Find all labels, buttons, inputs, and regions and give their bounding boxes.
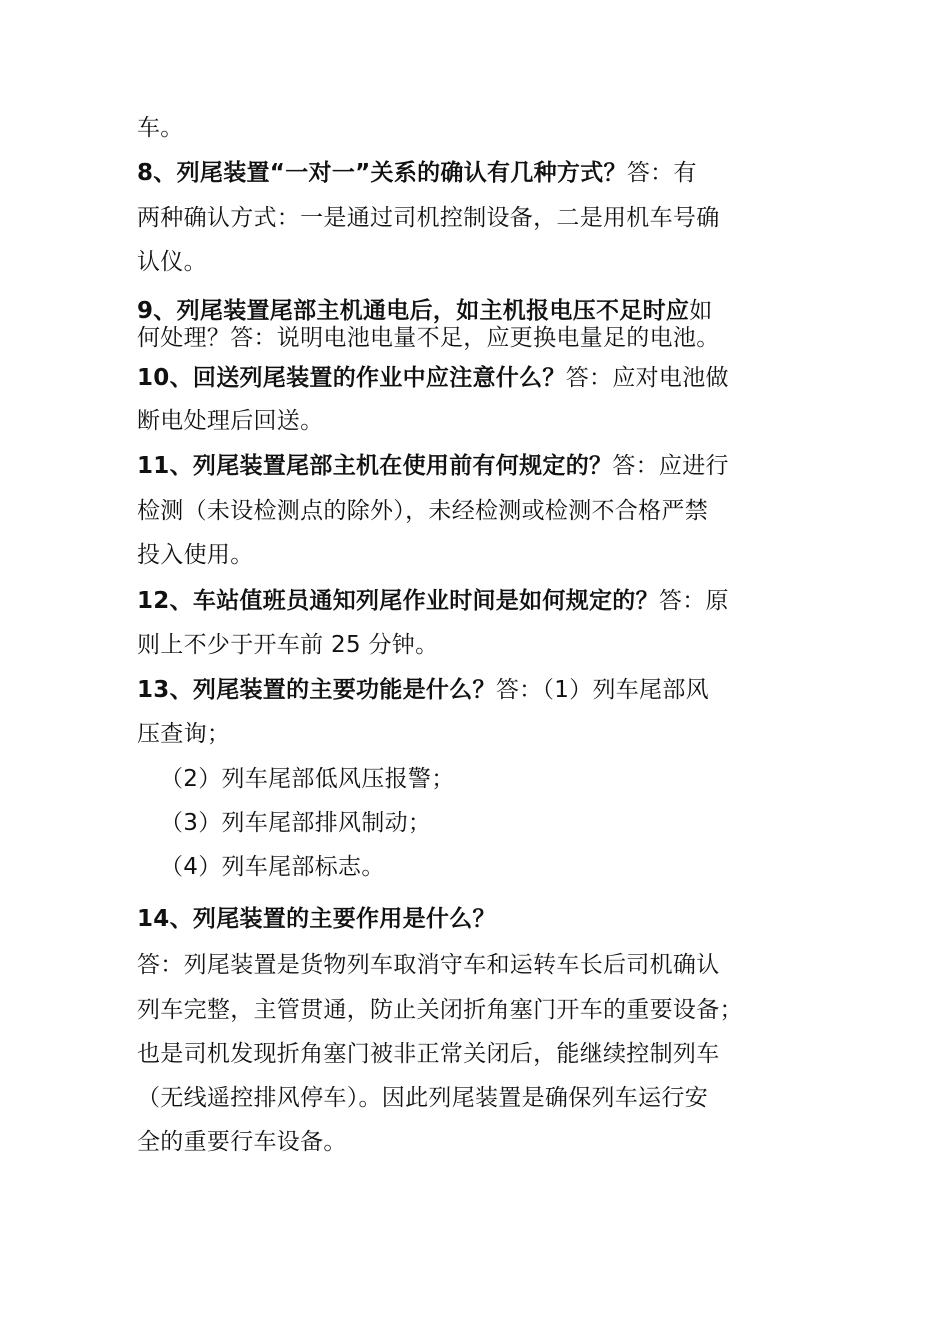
question-8-line: 8、列尾装置“一对一”关系的确认有几种方式？答：有: [137, 160, 697, 186]
text-line: 列车完整，主管贯通，防止关闭折角塞门开车的重要设备；: [137, 997, 743, 1023]
text-line: 车。: [137, 115, 184, 141]
question-14-line: 14、列尾装置的主要作用是什么？: [137, 906, 496, 932]
text-line: 认仪。: [137, 249, 207, 275]
text-line: 投入使用。: [137, 542, 254, 568]
list-item: （2）列车尾部低风压报警；: [160, 766, 455, 792]
question-13-line: 13、列尾装置的主要功能是什么？答：（1）列车尾部风: [137, 677, 709, 703]
question-10-line: 10、回送列尾装置的作业中应注意什么？答：应对电池做: [137, 365, 729, 391]
text-line: 也是司机发现折角塞门被非正常关闭后，能继续控制列车: [137, 1041, 720, 1067]
text-line: 何处理？答：说明电池电量不足，应更换电量足的电池。: [137, 325, 720, 351]
text-line: 检测（未设检测点的除外），未经检测或检测不合格严禁: [137, 498, 708, 524]
text-line: 两种确认方式：一是通过司机控制设备，二是用机车号确: [137, 205, 720, 231]
text-line: 则上不少于开车前 25 分钟。: [137, 632, 439, 658]
text-line: （无线遥控排风停车）。因此列尾装置是确保列车运行安: [137, 1085, 708, 1111]
question-11-line: 11、列尾装置尾部主机在使用前有何规定的？答：应进行: [137, 453, 729, 479]
text-line: 全的重要行车设备。: [137, 1129, 347, 1155]
list-item: （3）列车尾部排风制动；: [160, 810, 432, 836]
question-12-line: 12、车站值班员通知列尾作业时间是如何规定的？答：原: [137, 588, 729, 614]
text-line: 断电处理后回送。: [137, 408, 324, 434]
text-line: 答：列尾装置是货物列车取消守车和运转车长后司机确认: [137, 952, 720, 978]
question-9-line: 9、列尾装置尾部主机通电后，如主机报电压不足时应如: [137, 298, 713, 324]
text-line: 压查询；: [137, 721, 231, 747]
list-item: （4）列车尾部标志。: [160, 854, 385, 880]
